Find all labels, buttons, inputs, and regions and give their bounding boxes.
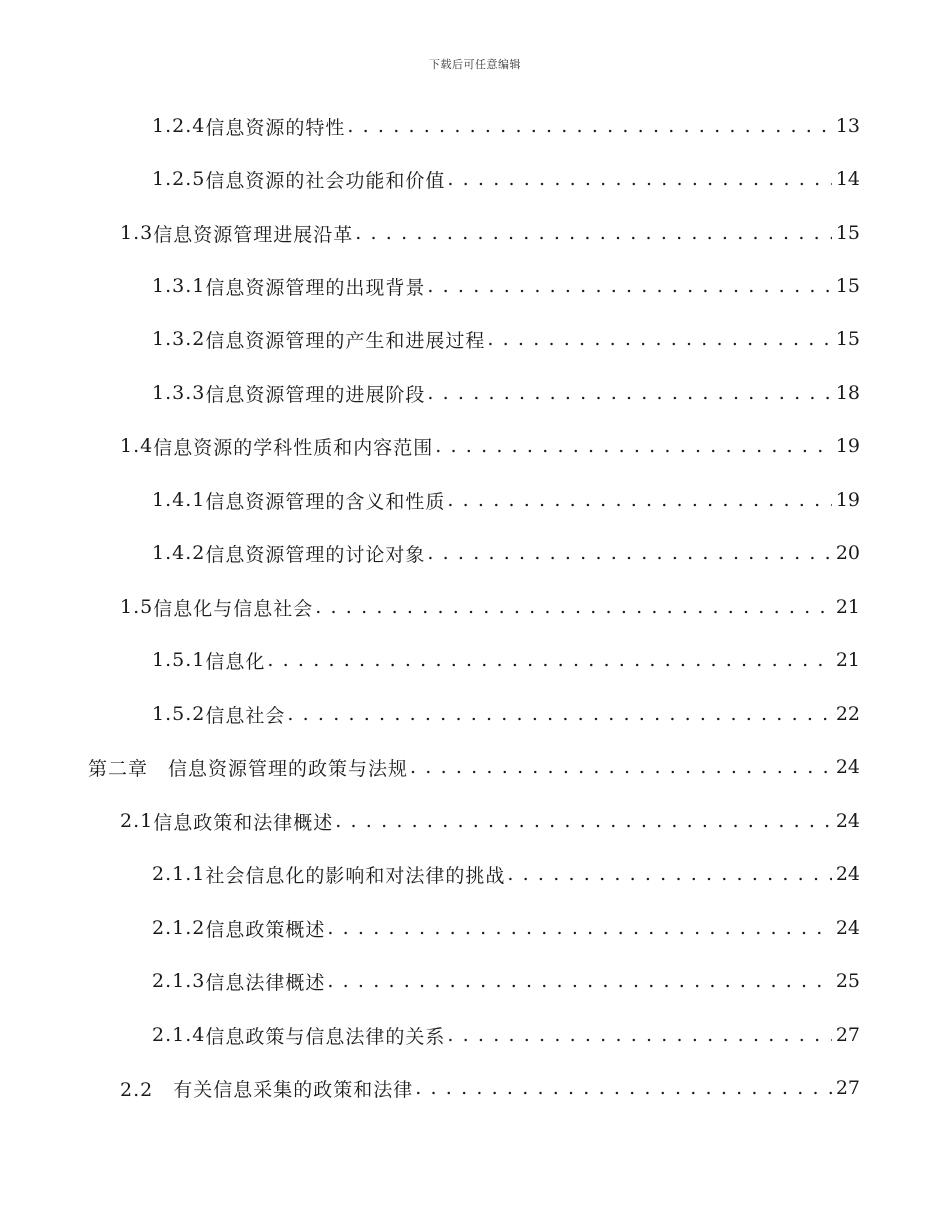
toc-entry-title: 信息化与信息社会 (153, 597, 314, 620)
toc-entry-number: 1.4 (120, 435, 154, 457)
toc-dot-leader (267, 648, 832, 672)
toc-entry-title: 信息法律概述 (205, 971, 326, 994)
toc-entry-page: 19 (835, 435, 860, 457)
toc-dot-leader (507, 862, 832, 886)
toc-dot-leader (347, 114, 832, 138)
toc-dot-leader (427, 381, 832, 405)
toc-dot-leader (435, 434, 832, 458)
toc-entry-page: 25 (835, 970, 860, 992)
toc-entry[interactable] (152, 321, 860, 357)
toc-entry-number: 1.3 (120, 222, 154, 244)
toc-entry-number: 1.4.2 (152, 542, 206, 564)
toc-entry-title: 信息资源管理的政策与法规 (168, 757, 409, 780)
toc-entry[interactable] (152, 108, 860, 144)
toc-entry-number: 2.1.1 (152, 863, 206, 885)
toc-dot-leader (487, 327, 832, 351)
toc-entry-title: 信息政策概述 (205, 918, 326, 941)
toc-dot-leader (287, 702, 832, 726)
toc-entry-page: 18 (835, 382, 860, 404)
toc-entry-title: 有关信息采集的政策和法律 (173, 1078, 414, 1101)
toc-dot-leader (447, 167, 832, 191)
toc-dot-leader (447, 488, 832, 512)
toc-entry-number: 1.3.2 (152, 328, 206, 350)
toc-entry-number: 2.1.2 (152, 917, 206, 939)
toc-entry[interactable] (152, 268, 860, 304)
toc-entry[interactable] (152, 1017, 860, 1053)
toc-entry[interactable] (152, 696, 860, 732)
toc-entry-number: 1.2.5 (152, 168, 206, 190)
toc-entry-number: 2.1 (120, 810, 154, 832)
toc-entry[interactable] (120, 428, 860, 464)
toc-entry[interactable] (152, 482, 860, 518)
toc-dot-leader (327, 916, 832, 940)
toc-entry-page: 27 (835, 1024, 860, 1046)
toc-entry[interactable] (120, 1070, 860, 1106)
toc-entry-title: 信息政策和法律概述 (153, 811, 334, 834)
toc-dot-leader (315, 595, 832, 619)
toc-entry-title: 社会信息化的影响和对法律的挑战 (205, 864, 506, 887)
toc-entry[interactable] (120, 589, 860, 625)
toc-dot-leader (447, 1023, 832, 1047)
toc-entry-page: 22 (835, 703, 860, 725)
toc-entry[interactable] (152, 856, 860, 892)
toc-entry-page: 24 (835, 917, 860, 939)
toc-entry-title: 信息资源管理的进展阶段 (205, 383, 426, 406)
toc-entry[interactable] (120, 803, 860, 839)
toc-entry-title: 信息资源管理的含义和性质 (205, 490, 446, 513)
toc-entry-page: 27 (835, 1077, 860, 1099)
toc-entry-title: 信息资源管理进展沿革 (153, 223, 354, 246)
toc-entry-number: 第二章 (88, 757, 169, 780)
toc-entry[interactable] (152, 910, 860, 946)
toc-entry-title: 信息资源管理的出现背景 (205, 276, 426, 299)
toc-dot-leader (410, 755, 832, 779)
toc-entry[interactable] (120, 215, 860, 251)
toc-entry-page: 13 (835, 115, 860, 137)
toc-entry[interactable] (152, 642, 860, 678)
toc-entry-page: 14 (835, 168, 860, 190)
toc-dot-leader (427, 274, 832, 298)
toc-entry-number: 2.1.3 (152, 970, 206, 992)
toc-entry-number: 1.3.3 (152, 382, 206, 404)
toc-entry[interactable] (152, 161, 860, 197)
toc-dot-leader (415, 1076, 832, 1100)
toc-entry-page: 20 (835, 542, 860, 564)
toc-entry-number: 2.1.4 (152, 1024, 206, 1046)
toc-entry-number: 1.5 (120, 596, 154, 618)
toc-entry-number: 1.5.2 (152, 703, 206, 725)
toc-entry-number: 1.2.4 (152, 115, 206, 137)
toc-entry[interactable] (152, 535, 860, 571)
toc-entry-title: 信息社会 (205, 704, 286, 727)
toc-entry-title: 信息资源的社会功能和价值 (205, 169, 446, 192)
toc-entry-page: 15 (835, 222, 860, 244)
toc-entry-page: 15 (835, 328, 860, 350)
toc-dot-leader (355, 221, 832, 245)
toc-entry-title: 信息资源管理的产生和进展过程 (205, 329, 486, 352)
toc-entry-page: 19 (835, 489, 860, 511)
toc-entry-title: 信息资源管理的讨论对象 (205, 543, 426, 566)
toc-entry-page: 21 (835, 649, 860, 671)
toc-entry-number: 1.4.1 (152, 489, 206, 511)
toc-entry-page: 24 (835, 863, 860, 885)
toc-dot-leader (427, 541, 832, 565)
toc-dot-leader (335, 809, 832, 833)
toc-entry-number: 1.3.1 (152, 275, 206, 297)
toc-entry-page: 21 (835, 596, 860, 618)
toc-entry-title: 信息化 (205, 650, 266, 673)
toc-entry-page: 24 (835, 756, 860, 778)
toc-dot-leader (327, 969, 832, 993)
toc-entry-number: 1.5.1 (152, 649, 206, 671)
toc-entry-page: 15 (835, 275, 860, 297)
toc-entry-title: 信息资源的学科性质和内容范围 (153, 436, 434, 459)
toc-entry-title: 信息政策与信息法律的关系 (205, 1025, 446, 1048)
toc-entry-page: 24 (835, 810, 860, 832)
toc-entry[interactable] (152, 375, 860, 411)
page-header-note: 下载后可任意编辑 (429, 58, 521, 71)
toc-entry-number: 2.2 (120, 1078, 174, 1101)
toc-entry[interactable] (88, 749, 860, 785)
toc-entry-title: 信息资源的特性 (205, 116, 346, 139)
toc-entry[interactable] (152, 963, 860, 999)
